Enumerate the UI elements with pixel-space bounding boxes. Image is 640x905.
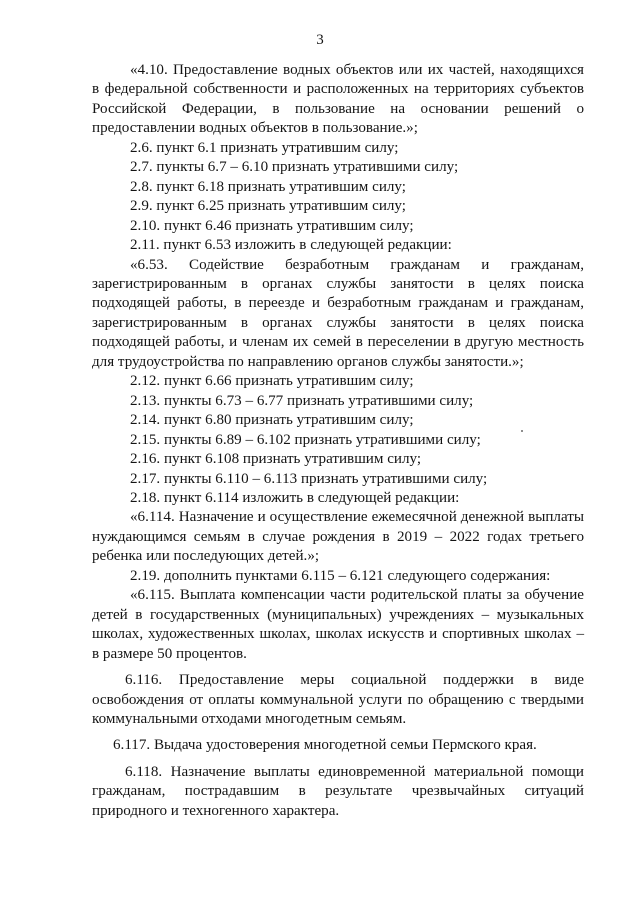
paragraph-2-9: 2.9. пункт 6.25 признать утратившим силу; [130,198,406,215]
paragraph-2-19: 2.19. дополнить пунктами 6.115 – 6.121 следующего содержания: [130,567,551,584]
paragraph-2-17: 2.17. пункты 6.110 – 6.113 признать утратившими силу; [130,470,488,487]
paragraph-2-6: 2.6. пункт 6.1 признать утратившим силу; [130,139,399,156]
paragraph-2-14: 2.14. пункт 6.80 признать утратившим силу; [130,412,414,429]
paragraph-2-13: 2.13. пункты 6.73 – 6.77 признать утратившими силу; [130,392,474,409]
paragraph-6-116: 6.116. Предоставление меры социальной поддержки в виде освобождения от оплаты коммунальной услуги по обращению с твердыми коммунальными отходами многодетным семьям. [92,672,584,727]
paragraph-2-15: 2.15. пункты 6.89 – 6.102 признать утратившими силу; [130,431,481,448]
page-number: 3 [316,32,324,48]
document-body [92,61,584,821]
paragraph-2-12: 2.12. пункт 6.66 признать утратившим силу; [130,373,414,390]
scan-speck [521,430,523,432]
paragraph-2-7: 2.7. пункты 6.7 – 6.10 признать утратившими силу; [130,159,459,176]
paragraph-2-16: 2.16. пункт 6.108 признать утратившим силу; [130,451,422,468]
paragraph-6-115: «6.115. Выплата компенсации части родительской платы за обучение детей в государственных (муниципальных) учреждениях – музыкальных школах, художественных школах, школах искусств и спортивных школах – в размере 50 процентов. [92,587,584,662]
paragraph-2-18: 2.18. пункт 6.114 изложить в следующей редакции: [130,489,460,506]
paragraph-6-114: «6.114. Назначение и осуществление ежемесячной денежной выплаты нуждающимся семьям в случае рождения в 2019 – 2022 годах третьего ребенка или последующих детей.»; [92,509,584,565]
paragraph-4-10: «4.10. Предоставление водных объектов или их частей, находящихся в федеральной собственности и расположенных на территориях субъектов Российской Федерации, в пользование на основании решений о предоставлении водных объектов в пользование.»; [92,62,584,137]
paragraph-6-53: «6.53. Содействие безработным гражданам и гражданам, зарегистрированным в органах службы занятости в целях поиска подходящей работы, в переезде и безработным гражданам и гражданам, зарегистрированным в органах службы занятости в целях поиска подходящей работы, и членам их семей в переселении в другую местность для трудоустройства по направлению органов службы занятости.»; [92,256,584,370]
paragraph-6-118: 6.118. Назначение выплаты единовременной материальной помощи гражданам, пострадавшим в результате чрезвычайных ситуаций природного и техногенного характера. [92,763,584,819]
paragraph-2-10: 2.10. пункт 6.46 признать утратившим силу; [130,217,414,234]
paragraph-2-11: 2.11. пункт 6.53 изложить в следующей редакции: [130,237,452,254]
paragraph-2-8: 2.8. пункт 6.18 признать утратившим силу; [130,178,406,195]
paragraph-6-117: 6.117. Выдача удостоверения многодетной семьи Пермского края. [113,737,537,754]
